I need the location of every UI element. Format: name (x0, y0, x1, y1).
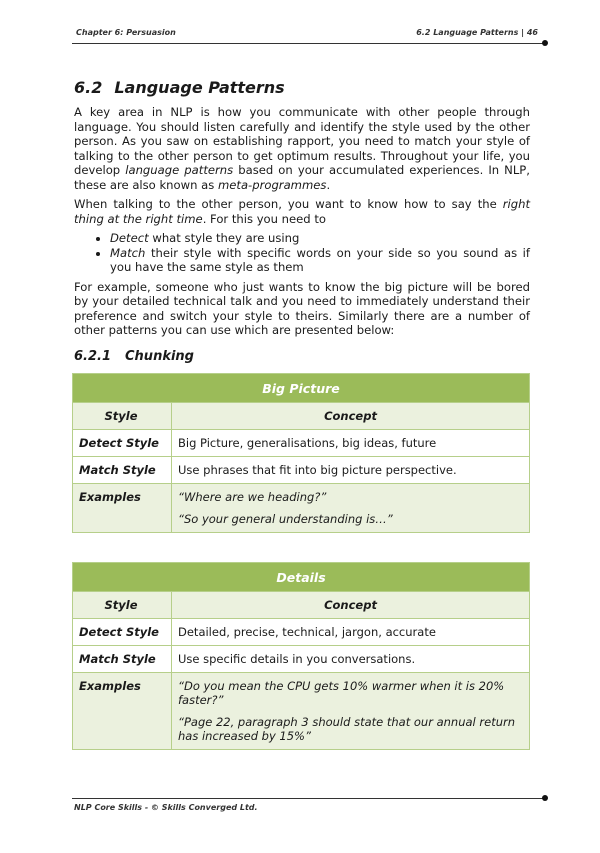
column-header-concept: Concept (172, 403, 530, 430)
body-text (74, 105, 530, 343)
section-title: Language Patterns (114, 78, 285, 97)
examples-label: Examples (73, 673, 172, 750)
big-picture-table (72, 373, 530, 533)
example-quote: “Page 22, paragraph 3 should state that our annual return has increased by 15%” (178, 715, 516, 743)
table-title: Details (73, 563, 530, 592)
table-header-row (73, 592, 530, 619)
header-rule-dot (542, 40, 548, 46)
row-label: Match Style (73, 646, 172, 673)
examples-cell (172, 484, 530, 533)
footer-rule-dot (542, 795, 548, 801)
examples-row (73, 484, 530, 533)
column-header-style: Style (73, 403, 172, 430)
examples-label: Examples (73, 484, 172, 533)
column-header-concept: Concept (172, 592, 530, 619)
list-item (110, 246, 530, 275)
subsection-title: Chunking (125, 349, 194, 364)
p2-text-a: When talking to the other person, you want to know how to say the (74, 197, 503, 211)
details-table (72, 562, 530, 750)
paragraph-1 (74, 105, 530, 192)
table-title-row (73, 374, 530, 403)
bullet-emphasis: Match (110, 245, 146, 260)
footer-rule (72, 798, 544, 799)
header-section-page: 6.2 Language Patterns | 46 (416, 28, 538, 37)
row-label: Detect Style (73, 430, 172, 457)
paragraph-3: For example, someone who just wants to know the big picture will be bored by your detailed technical talk and you need to immediately understand their preference and switch your style to theirs. Similarly there are a number of other patterns you can use which are presented below: (74, 279, 530, 337)
row-value: Use specific details in you conversations. (172, 646, 530, 673)
p1-text-a: A key area in NLP is how you communicate with other people through language. You should listen carefully and identify the style used by the other person. As you saw on establishing rapport, you need to match your style of talking to the other person to get optimum results. Throughout your life, you develop (74, 105, 530, 177)
header-chapter: Chapter 6: Persuasion (76, 28, 176, 37)
subsection-heading (74, 349, 194, 364)
p2-text-b: . For this you need to (202, 211, 326, 226)
row-value: Big Picture, generalisations, big ideas, future (172, 430, 530, 457)
table-row (73, 646, 530, 673)
table-row (73, 619, 530, 646)
example-quote: “Do you mean the CPU gets 10% warmer when it is 20% faster?” (178, 679, 505, 707)
page-header (74, 28, 542, 42)
paragraph-2 (74, 197, 530, 226)
table-header-row (73, 403, 530, 430)
row-value: Detailed, precise, technical, jargon, accurate (172, 619, 530, 646)
p1-emphasis-1: language patterns (125, 163, 234, 177)
bullet-text: what style they are using (148, 231, 300, 245)
table-row (73, 457, 530, 484)
table-row (73, 430, 530, 457)
section-number: 6.2 (74, 78, 103, 97)
example-quote: “Where are we heading?” (178, 490, 327, 504)
bullet-text: their style with specific words on your side so you sound as if you have the same style as them (110, 245, 530, 274)
bullet-list (74, 231, 530, 275)
row-label: Detect Style (73, 619, 172, 646)
table-title: Big Picture (73, 374, 530, 403)
p1-emphasis-2: meta-programmes (217, 177, 327, 192)
examples-row (73, 673, 530, 750)
list-item (110, 231, 530, 246)
subsection-number: 6.2.1 (74, 349, 112, 364)
example-quote: “So your general understanding is…” (178, 512, 393, 526)
row-value: Use phrases that fit into big picture perspective. (172, 457, 530, 484)
row-label: Match Style (73, 457, 172, 484)
p1-text-c: . (326, 177, 331, 192)
examples-cell (172, 673, 530, 750)
section-heading (74, 78, 285, 97)
header-rule (72, 43, 544, 44)
table-title-row (73, 563, 530, 592)
column-header-style: Style (73, 592, 172, 619)
bullet-emphasis: Detect (110, 231, 149, 245)
p2-emphasis: right thing at the right time (74, 197, 530, 226)
p1-text-b: based on your accumulated experiences. In NLP, these are also known as (74, 163, 530, 192)
page-footer: NLP Core Skills - © Skills Converged Ltd. (74, 803, 258, 812)
